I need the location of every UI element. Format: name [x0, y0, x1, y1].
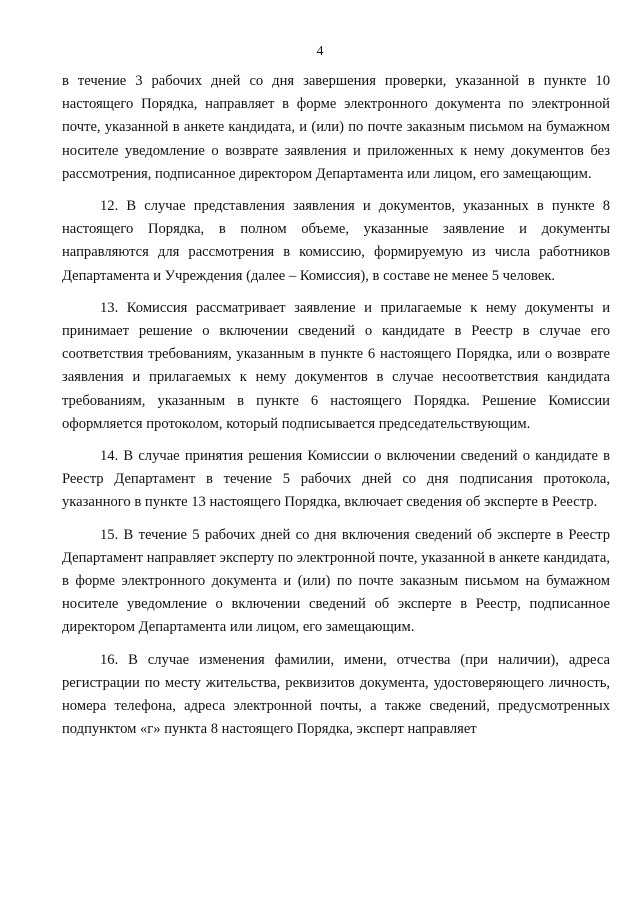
paragraph-16: 16. В случае изменения фамилии, имени, отчества (при наличии), адреса регистрации по месту жительства, реквизитов документа, удостоверяющего личность, номера телефона, адреса электронной почты, а также сведений, предусмотренных подпунктом «г» пункта 8 настоящего Порядка, эксперт направляет — [62, 651, 610, 738]
paragraph-15: 15. В течение 5 рабочих дней со дня включения сведений об эксперте в Реестр Департамент направляет эксперту по электронной почте, указанной в анкете кандидата, в форме электронного документа и (или) по почте заказным письмом на бумажном носителе уведомление о включении сведений об эксперте в Реестр, подписанное директором Департамента или лицом, его замещающим. — [62, 526, 610, 636]
document-body — [62, 70, 610, 741]
paragraph-continuation: в течение 3 рабочих дней со дня завершения проверки, указанной в пункте 10 настоящего Порядка, направляет в форме электронного документа по электронной почте, указанной в анкете кандидата, и (или) по почте заказным письмом на бумажном носителе уведомление о возврате заявления и приложенных к нему документов без рассмотрения, подписанное директором Департамента или лицом, его замещающим. — [62, 73, 610, 182]
paragraph-12: 12. В случае представления заявления и документов, указанных в пункте 8 настоящего Порядка, в полном объеме, указанные заявление и документы направляются для рассмотрения в комиссию, формируемую из числа работников Департамента и Учреждения (далее – Комиссия), в составе не менее 5 человек. — [62, 198, 610, 284]
paragraph-14: 14. В случае принятия решения Комиссии о включении сведений о кандидате в Реестр Департамент в течение 5 рабочих дней со дня подписания протокола, указанного в пункте 13 настоящего Порядка, включает сведения об эксперте в Реестр. — [62, 448, 610, 511]
page-number: 4 — [316, 44, 324, 59]
paragraph-13: 13. Комиссия рассматривает заявление и прилагаемые к нему документы и принимает решение о включении сведений о кандидате в Реестр в случае его соответствия требованиям, указанным в пункте 6 настоящего Порядка, или о возврате заявления и прилагаемых к нему документов в случае несоответствия кандидата требованиям, указанным в пункте 6 настоящего Порядка. Решение Комиссии оформляется протоколом, который подписывается председательствующим. — [62, 299, 610, 432]
